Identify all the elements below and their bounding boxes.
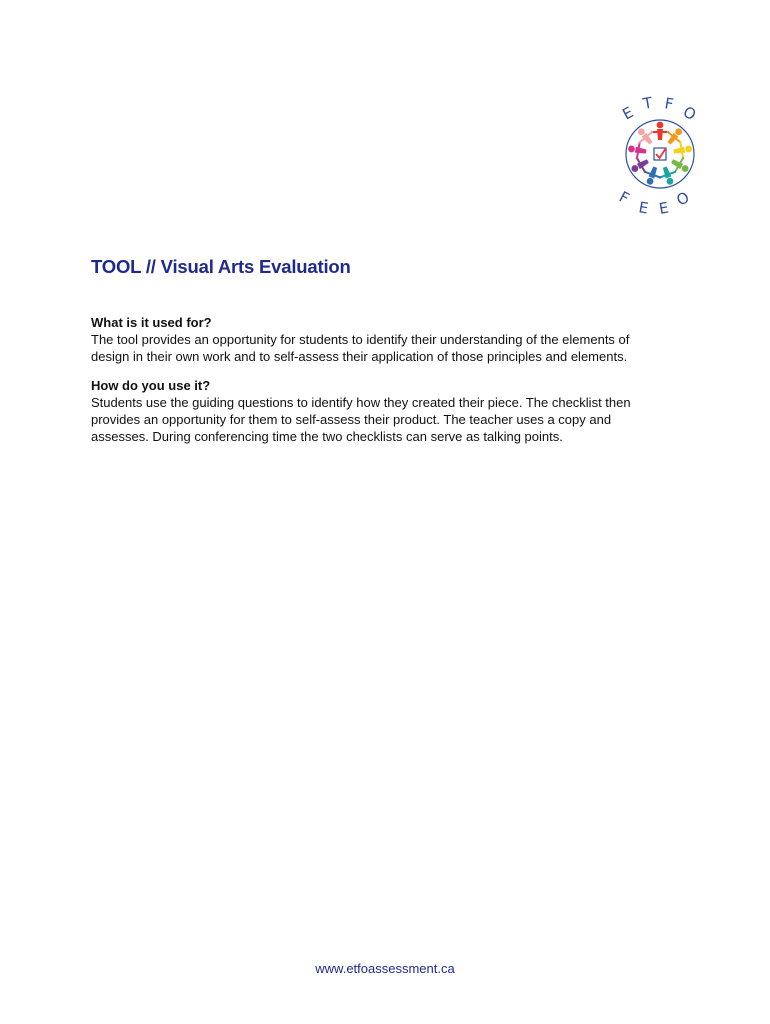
section-how-to-use — [91, 377, 691, 445]
section-question: How do you use it? — [91, 378, 211, 393]
logo-letter: E — [637, 198, 650, 218]
person-figure-icon — [627, 140, 648, 161]
section-answer — [91, 331, 691, 365]
etfo-feeo-logo — [612, 92, 708, 224]
logo-letter: E — [619, 103, 637, 124]
answer-line: provides an opportunity for them to self-assess their product. The teacher uses a copy and — [91, 412, 612, 427]
section-usage — [91, 314, 691, 365]
person-figure-icon — [632, 123, 658, 149]
answer-line: assesses. During conferencing time the two checklists can serve as talking points. — [91, 429, 563, 444]
footer-link[interactable]: www.etfoassessment.ca — [315, 961, 455, 976]
document-body — [91, 314, 691, 457]
answer-line: Students use the guiding questions to identify how they created their piece. The checklist then — [91, 395, 631, 410]
section-answer — [91, 394, 691, 445]
answer-line: The tool provides an opportunity for students to identify their understanding of the elements of — [91, 332, 630, 347]
section-question: What is it used for? — [91, 315, 212, 330]
logo-letter: O — [680, 102, 700, 125]
person-figure-icon — [662, 123, 688, 149]
logo-letter: E — [657, 198, 671, 218]
logo-letter: F — [616, 187, 633, 208]
logo-letter: O — [673, 188, 693, 210]
page-title: TOOL // Visual Arts Evaluation — [91, 256, 351, 277]
logo-letter: T — [641, 93, 654, 113]
logo-graphic — [612, 92, 708, 224]
answer-line: design in their own work and to self-assess their application of those principles and elements. — [91, 349, 628, 364]
logo-letter: F — [663, 94, 675, 114]
person-figure-icon — [651, 122, 669, 140]
people-ring-icon — [626, 120, 694, 188]
